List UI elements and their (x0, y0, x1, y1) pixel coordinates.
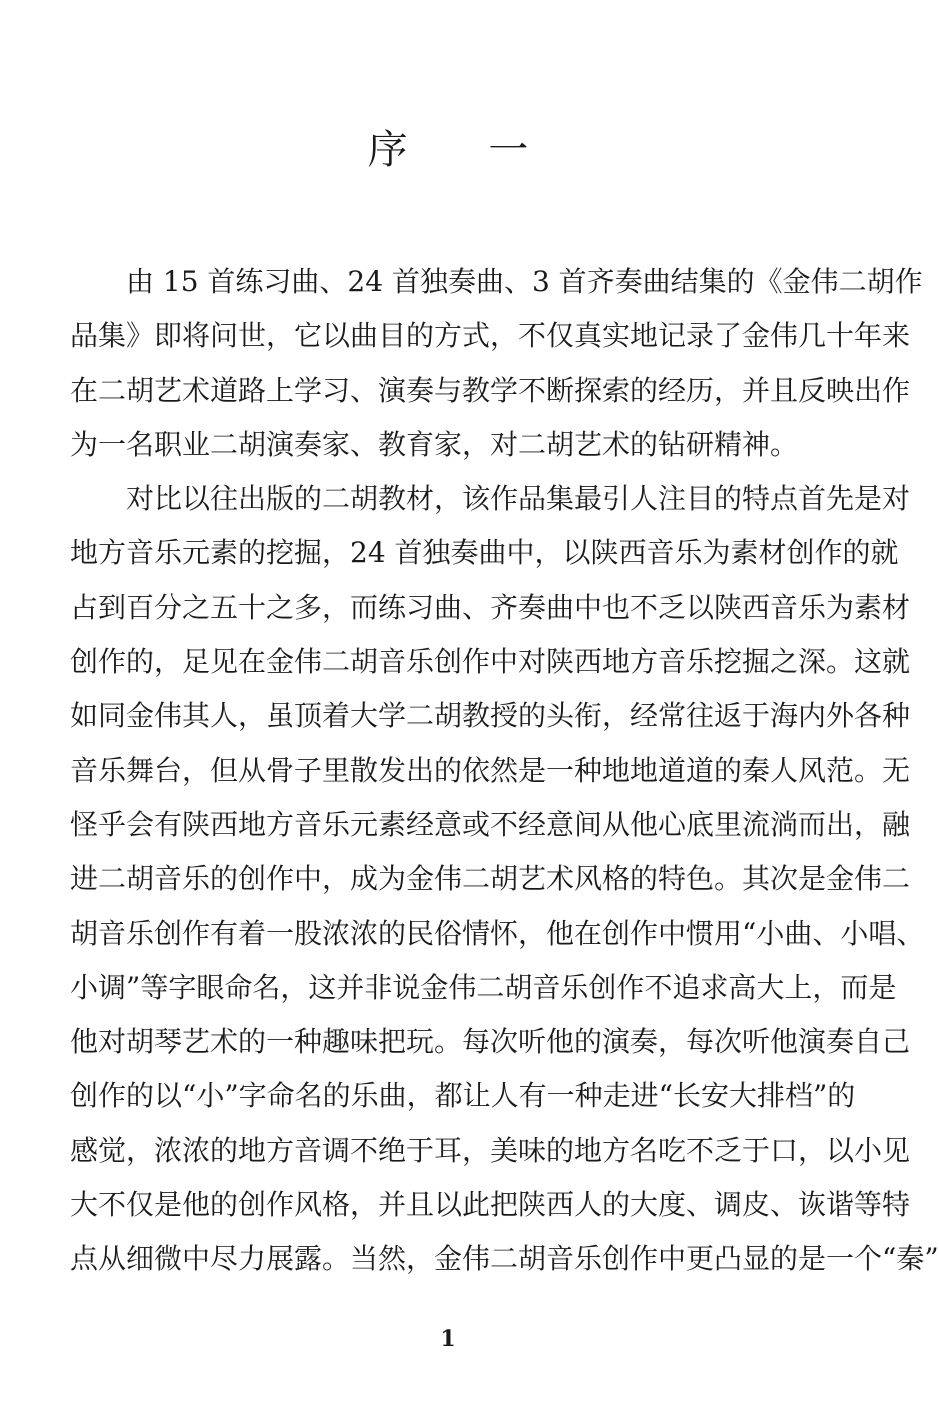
paragraph-line: 对比以往出版的二胡教材，该作品集最引人注目的特点首先是对 (126, 482, 911, 516)
paragraph-line: 为一名职业二胡演奏家、教育家，对二胡艺术的钻研精神。 (70, 427, 799, 461)
paragraph-line: 他对胡琴艺术的一种趣味把玩。每次听他的演奏，每次听他演奏自己 (70, 1025, 911, 1059)
paragraph-line: 小调”等字眼命名，这并非说金伟二胡音乐创作不追求高大上，而是 (70, 970, 897, 1004)
paragraph-line: 创作的以“小”字命名的乐曲，都让人有一种走进“长安大排档”的 (70, 1079, 856, 1113)
paragraph-line: 感觉，浓浓的地方音调不绝于耳，美味的地方名吃不乏于口，以小见 (70, 1133, 911, 1167)
paragraph-line: 在二胡艺术道路上学习、演奏与教学不断探索的经历，并且反映出作 (70, 373, 911, 407)
paragraph-line: 由 15 首练习曲、24 首独奏曲、3 首齐奏曲结集的《金伟二胡作 (126, 265, 923, 298)
paragraph-line: 怪乎会有陕西地方音乐元素经意或不经意间从他心底里流淌而出，融 (70, 807, 911, 841)
paragraph-line: 创作的，足见在金伟二胡音乐创作中对陕西地方音乐挖掘之深。这就 (70, 645, 911, 679)
paragraph-line: 音乐舞台，但从骨子里散发出的依然是一种地地道道的秦人风范。无 (70, 753, 911, 787)
paragraph-line: 大不仅是他的创作风格，并且以此把陕西人的大度、调皮、诙谐等特 (70, 1188, 911, 1222)
paragraph-line: 地方音乐元素的挖掘，24 首独奏曲中，以陕西音乐为素材创作的就 (70, 536, 899, 570)
page-title: 序 一 (367, 127, 563, 173)
paragraph-line: 胡音乐创作有着一股浓浓的民俗情怀，他在创作中惯用“小曲、小唱、 (70, 916, 925, 950)
paragraph-line: 如同金伟其人，虽顶着大学二胡教授的头衔，经常往返于海内外各种 (70, 699, 911, 733)
paragraph-line: 占到百分之五十之多，而练习曲、齐奏曲中也不乏以陕西音乐为素材 (70, 590, 911, 624)
body-text (70, 255, 939, 1287)
page-number: 1 (440, 1326, 456, 1352)
paragraph-line: 点从细微中尽力展露。当然，金伟二胡音乐创作中更凸显的是一个“秦” (70, 1242, 939, 1276)
paragraph-line: 进二胡音乐的创作中，成为金伟二胡艺术风格的特色。其次是金伟二 (70, 862, 911, 896)
paragraph-line: 品集》即将问世，它以曲目的方式，不仅真实地记录了金伟几十年来 (70, 319, 911, 353)
